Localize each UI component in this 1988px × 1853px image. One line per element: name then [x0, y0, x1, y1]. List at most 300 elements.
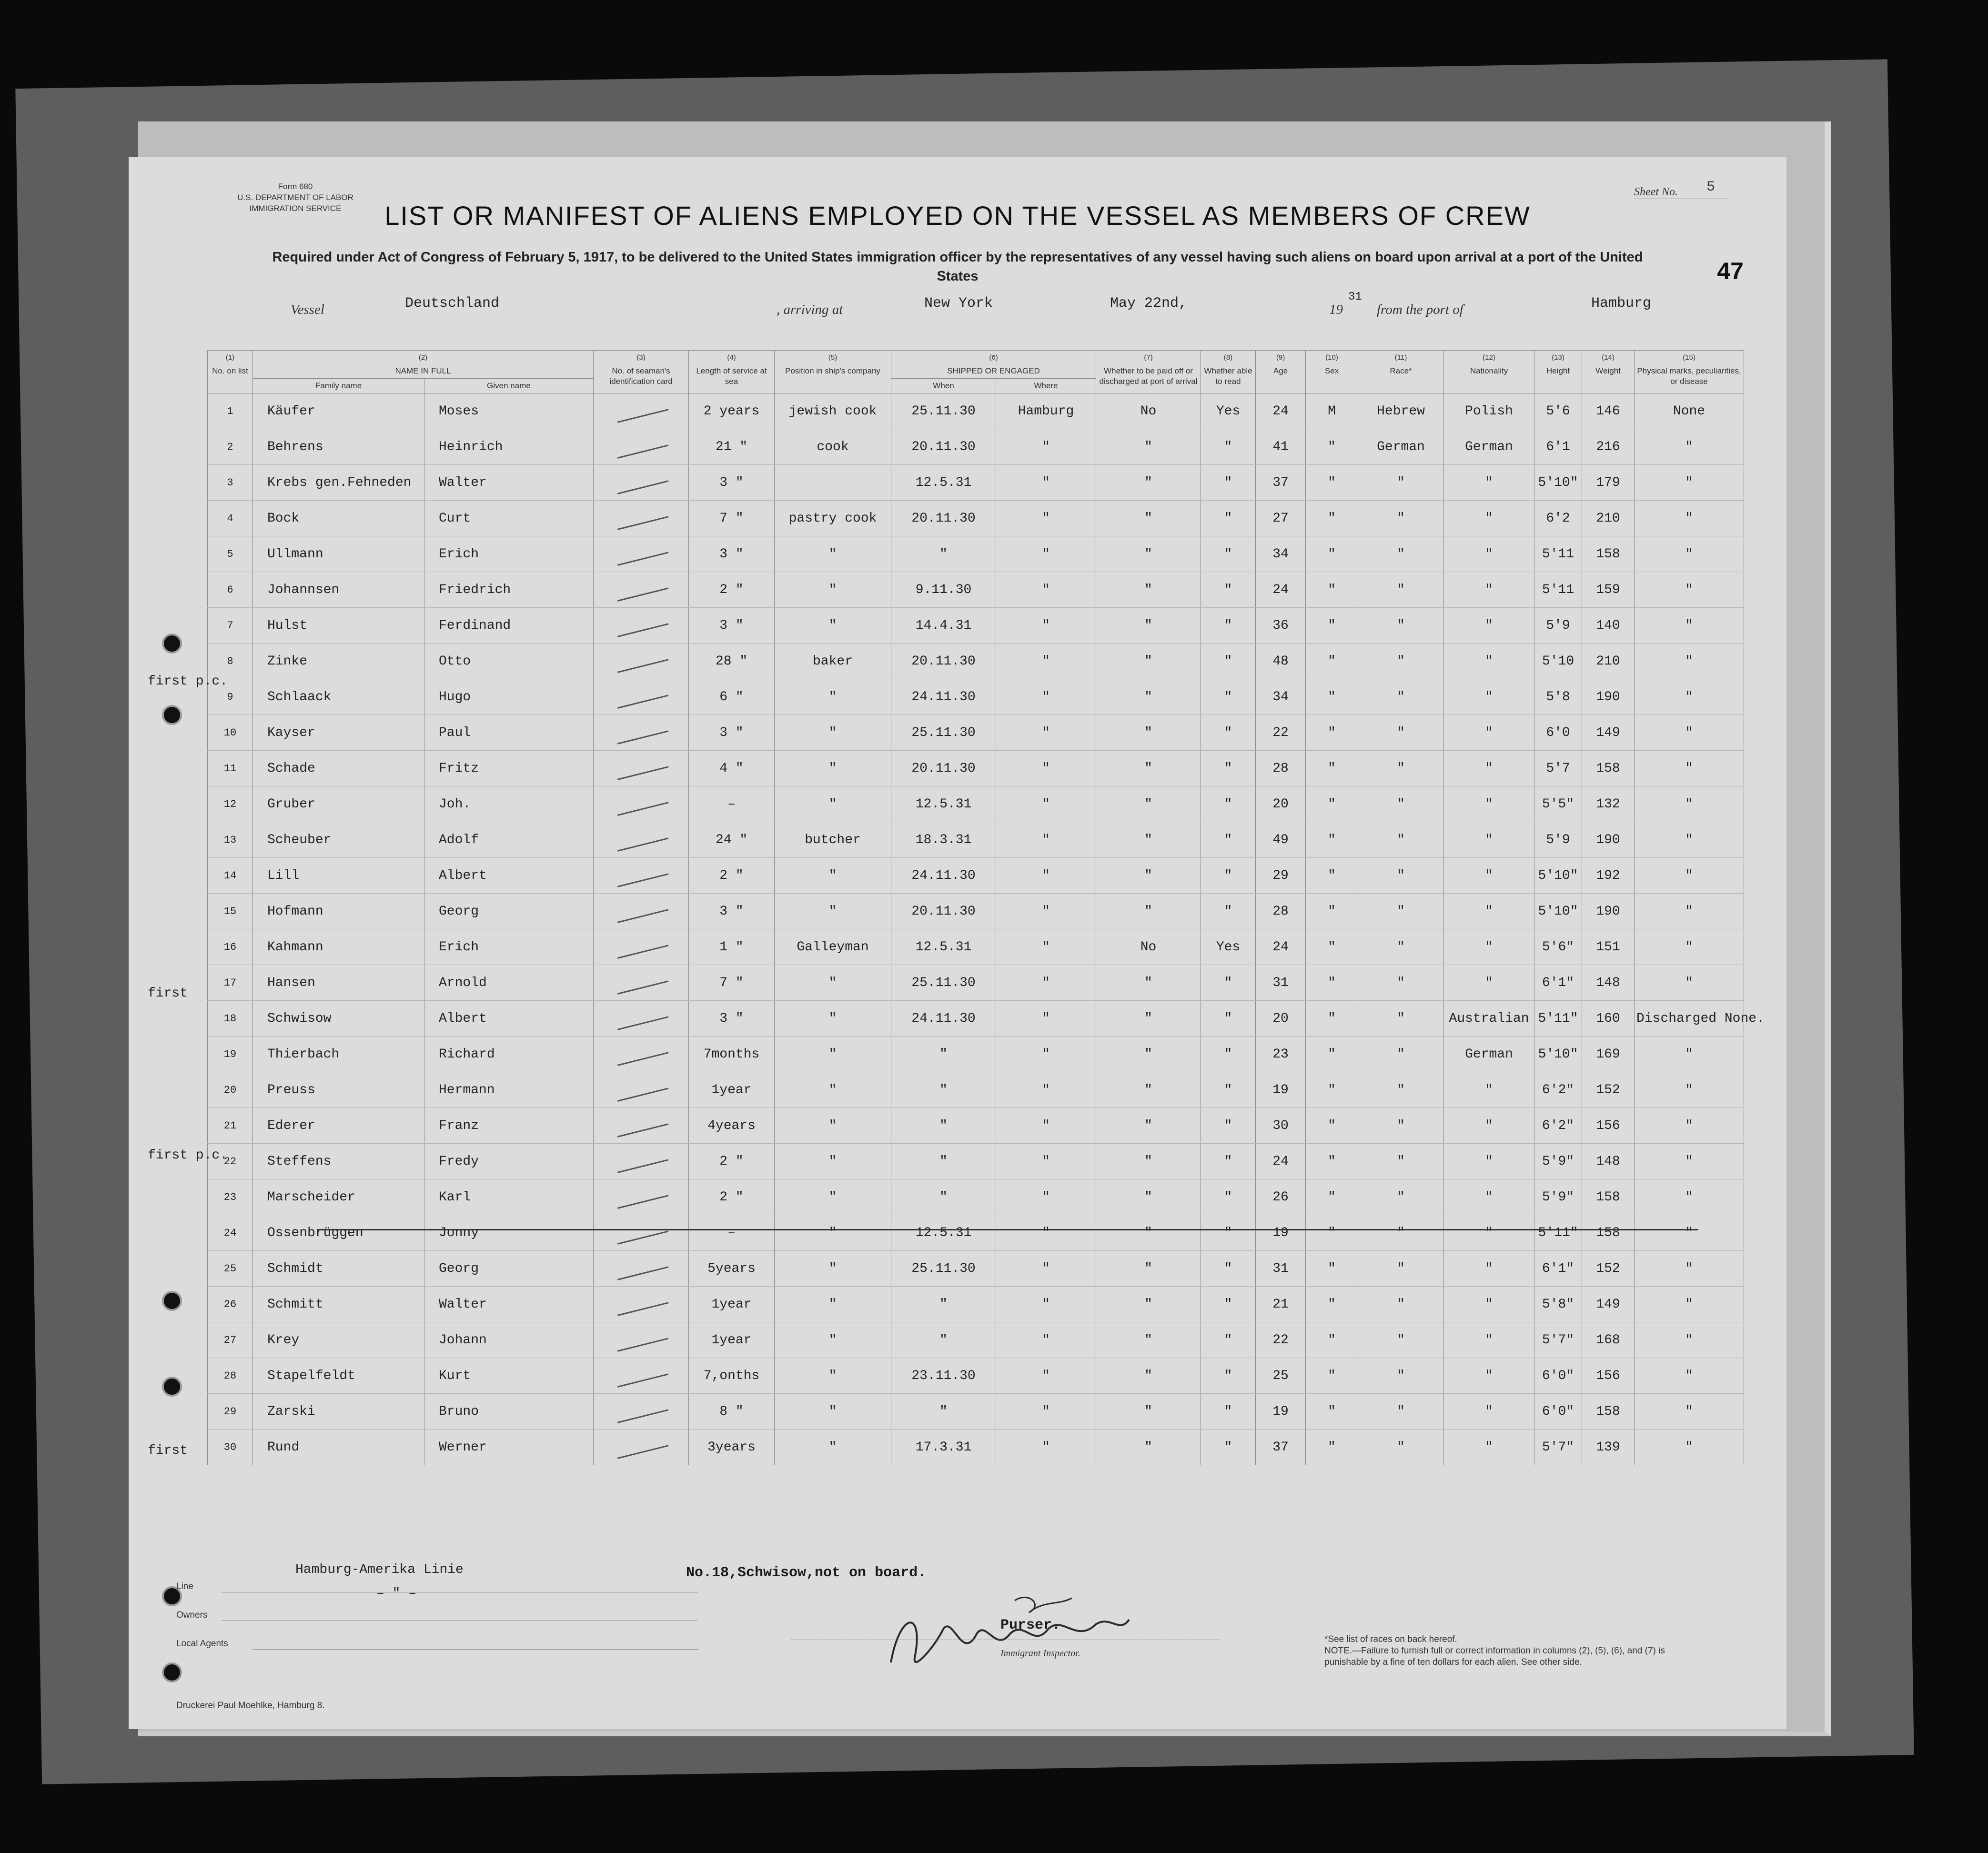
- cell-given-name: Bruno: [424, 1394, 594, 1430]
- cell-family-name: Behrens: [253, 429, 424, 465]
- manifest-page: [129, 157, 1786, 1729]
- cell-physical-marks: ": [1635, 1108, 1744, 1144]
- cell-family-name: Marscheider: [253, 1179, 424, 1215]
- cell-sex: ": [1306, 572, 1358, 608]
- cell-paid-off: No: [1096, 929, 1201, 965]
- voyage-line: [129, 291, 1786, 324]
- cell-id-card-mark: [594, 393, 689, 429]
- cell-shipped-when: 20.11.30: [891, 429, 996, 465]
- cell-family-name: Kahmann: [253, 929, 424, 965]
- cell-id-card-mark: [594, 465, 689, 501]
- cell-row-number: 5: [208, 536, 253, 572]
- cell-nationality: ": [1444, 894, 1534, 929]
- cell-weight: 160: [1582, 1001, 1635, 1037]
- cell-age: 19: [1256, 1072, 1306, 1108]
- sheet-label: Sheet No.: [1634, 186, 1678, 198]
- cell-family-name: Kayser: [253, 715, 424, 751]
- cell-shipped-where: ": [996, 429, 1096, 465]
- cell-age: 29: [1256, 858, 1306, 894]
- cell-physical-marks: ": [1635, 1072, 1744, 1108]
- cell-sex: ": [1306, 608, 1358, 644]
- check-mark-icon: [614, 895, 668, 923]
- cell-weight: 151: [1582, 929, 1635, 965]
- cell-paid-off: ": [1096, 1037, 1201, 1072]
- cell-given-name: Friedrich: [424, 572, 594, 608]
- cell-id-card-mark: [594, 1144, 689, 1179]
- cell-age: 25: [1256, 1358, 1306, 1394]
- cell-service-length: 1 ": [689, 929, 775, 965]
- cell-height: 5'10": [1534, 894, 1582, 929]
- owners-label: Owners: [176, 1610, 208, 1620]
- cell-shipped-where: ": [996, 501, 1096, 536]
- cell-nationality: ": [1444, 929, 1534, 965]
- table-row: [208, 1322, 1744, 1358]
- cell-sex: ": [1306, 1215, 1358, 1251]
- cell-sex: ": [1306, 1108, 1358, 1144]
- cell-shipped-when: 24.11.30: [891, 858, 996, 894]
- cell-given-name: Albert: [424, 1001, 594, 1037]
- cell-sex: ": [1306, 536, 1358, 572]
- cell-nationality: ": [1444, 679, 1534, 715]
- cell-able-to-read: ": [1201, 1001, 1256, 1037]
- cell-service-length: 7,onths: [689, 1358, 775, 1394]
- col-header-name: (2) NAME IN FULL: [253, 351, 594, 379]
- cell-row-number: 28: [208, 1358, 253, 1394]
- cell-able-to-read: ": [1201, 1072, 1256, 1108]
- cell-physical-marks: ": [1635, 1215, 1744, 1251]
- cell-service-length: 3 ": [689, 608, 775, 644]
- cell-shipped-when: 9.11.30: [891, 572, 996, 608]
- cell-given-name: Walter: [424, 1287, 594, 1322]
- cell-row-number: 11: [208, 751, 253, 786]
- arrival-year: 31: [1348, 291, 1362, 303]
- cell-service-length: 2 years: [689, 393, 775, 429]
- cell-age: 34: [1256, 536, 1306, 572]
- cell-race: ": [1358, 1144, 1444, 1179]
- cell-height: 5'6": [1534, 929, 1582, 965]
- cell-service-length: 7months: [689, 1037, 775, 1072]
- cell-paid-off: ": [1096, 715, 1201, 751]
- cell-age: 21: [1256, 1287, 1306, 1322]
- check-mark-icon: [614, 1038, 668, 1066]
- cell-paid-off: ": [1096, 572, 1201, 608]
- cell-able-to-read: ": [1201, 1179, 1256, 1215]
- strike-through-row-18: [317, 1229, 1698, 1230]
- table-row: [208, 858, 1744, 894]
- cell-nationality: German: [1444, 1037, 1534, 1072]
- cell-nationality: ": [1444, 715, 1534, 751]
- cell-physical-marks: ": [1635, 644, 1744, 679]
- cell-nationality: ": [1444, 1108, 1534, 1144]
- cell-nationality: ": [1444, 1072, 1534, 1108]
- cell-shipped-where: ": [996, 858, 1096, 894]
- cell-row-number: 20: [208, 1072, 253, 1108]
- cell-physical-marks: ": [1635, 894, 1744, 929]
- cell-row-number: 8: [208, 644, 253, 679]
- cell-id-card-mark: [594, 608, 689, 644]
- printer-imprint: Druckerei Paul Moehlke, Hamburg 8.: [176, 1701, 325, 1711]
- cell-id-card-mark: [594, 572, 689, 608]
- cell-sex: ": [1306, 965, 1358, 1001]
- cell-nationality: ": [1444, 1287, 1534, 1322]
- cell-position: Galleyman: [775, 929, 891, 965]
- cell-id-card-mark: [594, 1358, 689, 1394]
- cell-sex: ": [1306, 1322, 1358, 1358]
- col-header-where: Where: [996, 379, 1096, 393]
- cell-position: jewish cook: [775, 393, 891, 429]
- cell-shipped-when: 24.11.30: [891, 1001, 996, 1037]
- cell-weight: 190: [1582, 822, 1635, 858]
- cell-position: ": [775, 1287, 891, 1322]
- cell-shipped-where: ": [996, 1108, 1096, 1144]
- cell-age: 36: [1256, 608, 1306, 644]
- cell-nationality: ": [1444, 465, 1534, 501]
- cell-age: 48: [1256, 644, 1306, 679]
- cell-shipped-when: ": [891, 1179, 996, 1215]
- cell-shipped-when: 12.5.31: [891, 929, 996, 965]
- cell-height: 6'1": [1534, 965, 1582, 1001]
- cell-race: Hebrew: [1358, 393, 1444, 429]
- cell-weight: 190: [1582, 894, 1635, 929]
- cell-height: 6'0": [1534, 1394, 1582, 1430]
- cell-row-number: 29: [208, 1394, 253, 1430]
- col-header-read: (8) Whether able to read: [1201, 351, 1256, 393]
- cell-shipped-when: 24.11.30: [891, 679, 996, 715]
- cell-weight: 179: [1582, 465, 1635, 501]
- cell-position: ": [775, 751, 891, 786]
- cell-shipped-when: 18.3.31: [891, 822, 996, 858]
- cell-physical-marks: ": [1635, 965, 1744, 1001]
- cell-position: ": [775, 536, 891, 572]
- cell-race: ": [1358, 679, 1444, 715]
- cell-given-name: Werner: [424, 1430, 594, 1465]
- cell-family-name: Rund: [253, 1430, 424, 1465]
- cell-physical-marks: ": [1635, 786, 1744, 822]
- cell-service-length: 4 ": [689, 751, 775, 786]
- check-mark-icon: [614, 1324, 668, 1352]
- cell-race: ": [1358, 1179, 1444, 1215]
- cell-nationality: ": [1444, 1394, 1534, 1430]
- cell-family-name: Käufer: [253, 393, 424, 429]
- cell-age: 19: [1256, 1215, 1306, 1251]
- cell-race: ": [1358, 1430, 1444, 1465]
- cell-sex: ": [1306, 1144, 1358, 1179]
- cell-able-to-read: ": [1201, 644, 1256, 679]
- table-row: [208, 1287, 1744, 1322]
- cell-given-name: Johann: [424, 1322, 594, 1358]
- cell-service-length: 6 ": [689, 679, 775, 715]
- table-row: [208, 1037, 1744, 1072]
- check-mark-icon: [614, 1431, 668, 1459]
- check-mark-icon: [614, 931, 668, 959]
- year-prefix: 19: [1329, 302, 1343, 317]
- cell-given-name: Hugo: [424, 679, 594, 715]
- table-row: [208, 1179, 1744, 1215]
- cell-id-card-mark: [594, 536, 689, 572]
- cell-row-number: 3: [208, 465, 253, 501]
- punch-hole: [162, 1291, 182, 1311]
- cell-given-name: Adolf: [424, 822, 594, 858]
- cell-height: 5'10": [1534, 858, 1582, 894]
- cell-physical-marks: None: [1635, 393, 1744, 429]
- cell-family-name: Schwisow: [253, 1001, 424, 1037]
- cell-shipped-where: ": [996, 1430, 1096, 1465]
- cell-row-number: 6: [208, 572, 253, 608]
- cell-age: 28: [1256, 751, 1306, 786]
- cell-sex: ": [1306, 1037, 1358, 1072]
- cell-height: 5'9: [1534, 822, 1582, 858]
- check-mark-icon: [614, 645, 668, 673]
- cell-able-to-read: ": [1201, 429, 1256, 465]
- cell-race: ": [1358, 1287, 1444, 1322]
- cell-service-length: 2 ": [689, 858, 775, 894]
- cell-given-name: Joh.: [424, 786, 594, 822]
- cell-paid-off: ": [1096, 1179, 1201, 1215]
- table-row: [208, 1215, 1744, 1251]
- cell-sex: ": [1306, 1394, 1358, 1430]
- col-header-sex: (10) Sex: [1306, 351, 1358, 393]
- check-mark-icon: [614, 859, 668, 887]
- cell-sex: ": [1306, 858, 1358, 894]
- cell-height: 5'11: [1534, 572, 1582, 608]
- cell-height: 5'8": [1534, 1287, 1582, 1322]
- cell-row-number: 9: [208, 679, 253, 715]
- cell-id-card-mark: [594, 1215, 689, 1251]
- cell-service-length: 8 ": [689, 1394, 775, 1430]
- table-row: [208, 1251, 1744, 1287]
- cell-service-length: 3years: [689, 1430, 775, 1465]
- cell-paid-off: ": [1096, 1322, 1201, 1358]
- cell-age: 26: [1256, 1179, 1306, 1215]
- document-subtitle: Required under Act of Congress of February 5, 1917, to be delivered to the United States immigration officer by the representatives of any vessel having such aliens on board upon arrival at a port of the United States: [272, 250, 1643, 284]
- cell-nationality: ": [1444, 608, 1534, 644]
- cell-family-name: Krey: [253, 1322, 424, 1358]
- cell-race: ": [1358, 751, 1444, 786]
- cell-id-card-mark: [594, 1251, 689, 1287]
- crew-table: [207, 350, 1765, 1465]
- cell-paid-off: ": [1096, 644, 1201, 679]
- cell-service-length: 2 ": [689, 572, 775, 608]
- cell-service-length: 21 ": [689, 429, 775, 465]
- cell-service-length: 2 ": [689, 1179, 775, 1215]
- cell-nationality: ": [1444, 822, 1534, 858]
- cell-row-number: 4: [208, 501, 253, 536]
- cell-race: ": [1358, 822, 1444, 858]
- table-row: [208, 1072, 1744, 1108]
- check-mark-icon: [614, 1395, 668, 1423]
- cell-able-to-read: ": [1201, 1322, 1256, 1358]
- table-row: [208, 751, 1744, 786]
- cell-race: ": [1358, 608, 1444, 644]
- table-row: [208, 429, 1744, 465]
- cell-race: ": [1358, 644, 1444, 679]
- table-row: [208, 822, 1744, 858]
- cell-paid-off: ": [1096, 786, 1201, 822]
- cell-able-to-read: ": [1201, 715, 1256, 751]
- margin-note-row-24: first: [148, 1443, 188, 1458]
- cell-id-card-mark: [594, 644, 689, 679]
- cell-height: 5'11": [1534, 1215, 1582, 1251]
- cell-physical-marks: ": [1635, 1144, 1744, 1179]
- cell-height: 6'1": [1534, 1251, 1582, 1287]
- cell-shipped-when: 20.11.30: [891, 644, 996, 679]
- cell-age: 22: [1256, 715, 1306, 751]
- cell-paid-off: ": [1096, 679, 1201, 715]
- cell-able-to-read: ": [1201, 1430, 1256, 1465]
- cell-given-name: Heinrich: [424, 429, 594, 465]
- cell-family-name: Bock: [253, 501, 424, 536]
- cell-race: ": [1358, 858, 1444, 894]
- cell-given-name: Franz: [424, 1108, 594, 1144]
- line-label: Line: [176, 1581, 193, 1591]
- cell-position: ": [775, 1251, 891, 1287]
- arrival-date: May 22nd,: [1072, 295, 1320, 316]
- cell-able-to-read: ": [1201, 1037, 1256, 1072]
- cell-weight: 159: [1582, 572, 1635, 608]
- cell-id-card-mark: [594, 1179, 689, 1215]
- table-header: [208, 351, 1744, 393]
- cell-age: 34: [1256, 679, 1306, 715]
- cell-shipped-when: ": [891, 536, 996, 572]
- cell-height: 5'9: [1534, 608, 1582, 644]
- cell-id-card-mark: [594, 1037, 689, 1072]
- cell-height: 5'10": [1534, 1037, 1582, 1072]
- check-mark-icon: [614, 431, 668, 459]
- cell-weight: 158: [1582, 1215, 1635, 1251]
- arriving-label: , arriving at: [777, 302, 843, 317]
- cell-able-to-read: ": [1201, 1215, 1256, 1251]
- cell-race: ": [1358, 1322, 1444, 1358]
- cell-shipped-when: 25.11.30: [891, 965, 996, 1001]
- check-mark-icon: [614, 1181, 668, 1209]
- cell-id-card-mark: [594, 1287, 689, 1322]
- cell-row-number: 10: [208, 715, 253, 751]
- cell-shipped-where: ": [996, 465, 1096, 501]
- check-mark-icon: [614, 1145, 668, 1173]
- form-number: Form 680: [278, 182, 313, 191]
- cell-sex: ": [1306, 465, 1358, 501]
- cell-nationality: ": [1444, 858, 1534, 894]
- cell-position: ": [775, 572, 891, 608]
- cell-shipped-when: 23.11.30: [891, 1358, 996, 1394]
- cell-weight: 156: [1582, 1108, 1635, 1144]
- cell-shipped-when: 25.11.30: [891, 393, 996, 429]
- cell-sex: M: [1306, 393, 1358, 429]
- cell-shipped-when: ": [891, 1108, 996, 1144]
- cell-service-length: 3 ": [689, 715, 775, 751]
- manifest-footer: [129, 1562, 1786, 1724]
- cell-able-to-read: ": [1201, 1144, 1256, 1179]
- cell-row-number: 13: [208, 822, 253, 858]
- cell-id-card-mark: [594, 786, 689, 822]
- cell-shipped-where: ": [996, 1001, 1096, 1037]
- cell-shipped-when: 25.11.30: [891, 1251, 996, 1287]
- cell-shipped-when: ": [891, 1037, 996, 1072]
- cell-age: 24: [1256, 572, 1306, 608]
- cell-given-name: Walter: [424, 465, 594, 501]
- cell-service-length: 28 ": [689, 644, 775, 679]
- cell-family-name: Lill: [253, 858, 424, 894]
- check-mark-icon: [614, 609, 668, 637]
- cell-id-card-mark: [594, 822, 689, 858]
- cell-row-number: 23: [208, 1179, 253, 1215]
- cell-paid-off: ": [1096, 822, 1201, 858]
- cell-nationality: ": [1444, 1251, 1534, 1287]
- cell-sex: ": [1306, 679, 1358, 715]
- cell-row-number: 7: [208, 608, 253, 644]
- col-header-marks: (15) Physical marks, peculiarities, or disease: [1635, 351, 1744, 393]
- margin-note-row-16: first p.c.: [148, 1148, 228, 1163]
- cell-paid-off: ": [1096, 1072, 1201, 1108]
- cell-physical-marks: Discharged None.: [1635, 1001, 1744, 1037]
- cell-nationality: ": [1444, 1322, 1534, 1358]
- line-value: Hamburg-Amerika Linie: [295, 1562, 464, 1577]
- cell-row-number: 19: [208, 1037, 253, 1072]
- cell-shipped-when: 12.5.31: [891, 786, 996, 822]
- cell-race: ": [1358, 715, 1444, 751]
- cell-height: 5'7: [1534, 751, 1582, 786]
- cell-family-name: Ossenbrüggen: [253, 1215, 424, 1251]
- cell-sex: ": [1306, 1072, 1358, 1108]
- cell-position: ": [775, 1144, 891, 1179]
- cell-position: cook: [775, 429, 891, 465]
- cell-paid-off: ": [1096, 1358, 1201, 1394]
- cell-sex: ": [1306, 644, 1358, 679]
- cell-position: ": [775, 858, 891, 894]
- cell-row-number: 18: [208, 1001, 253, 1037]
- cell-position: ": [775, 786, 891, 822]
- cell-able-to-read: ": [1201, 572, 1256, 608]
- table-row: [208, 929, 1744, 965]
- cell-given-name: Georg: [424, 894, 594, 929]
- cell-shipped-when: 17.3.31: [891, 1430, 996, 1465]
- cell-shipped-where: ": [996, 965, 1096, 1001]
- col-header-family-name: Family name: [253, 379, 424, 393]
- inspector-label: Immigrant Inspector.: [1000, 1648, 1080, 1659]
- cell-age: 20: [1256, 786, 1306, 822]
- cell-shipped-where: ": [996, 1072, 1096, 1108]
- cell-row-number: 22: [208, 1144, 253, 1179]
- col-header-nationality: (12) Nationality: [1444, 351, 1534, 393]
- cell-paid-off: No: [1096, 393, 1201, 429]
- cell-paid-off: ": [1096, 1287, 1201, 1322]
- cell-family-name: Steffens: [253, 1144, 424, 1179]
- agents-rule: [252, 1649, 698, 1650]
- cell-nationality: ": [1444, 1179, 1534, 1215]
- table-row: [208, 1108, 1744, 1144]
- cell-height: 5'11": [1534, 1001, 1582, 1037]
- cell-id-card-mark: [594, 751, 689, 786]
- cell-weight: 148: [1582, 1144, 1635, 1179]
- check-mark-icon: [614, 1288, 668, 1316]
- cell-height: 5'7": [1534, 1430, 1582, 1465]
- cell-id-card-mark: [594, 501, 689, 536]
- cell-given-name: Ferdinand: [424, 608, 594, 644]
- col-header-age: (9) Age: [1256, 351, 1306, 393]
- cell-age: 30: [1256, 1108, 1306, 1144]
- owners-value: – " –: [376, 1586, 417, 1601]
- cell-position: butcher: [775, 822, 891, 858]
- penalty-note: NOTE.—Failure to furnish full or correct information in columns (2), (5), (6), and (7) is punishable by a fine of ten dollars for each alien. See other side.: [1324, 1646, 1665, 1667]
- cell-service-length: 7 ": [689, 501, 775, 536]
- cell-position: ": [775, 679, 891, 715]
- cell-nationality: ": [1444, 751, 1534, 786]
- cell-row-number: 24: [208, 1215, 253, 1251]
- table-row: [208, 786, 1744, 822]
- cell-position: ": [775, 1394, 891, 1430]
- cell-physical-marks: ": [1635, 1251, 1744, 1287]
- table-row: [208, 536, 1744, 572]
